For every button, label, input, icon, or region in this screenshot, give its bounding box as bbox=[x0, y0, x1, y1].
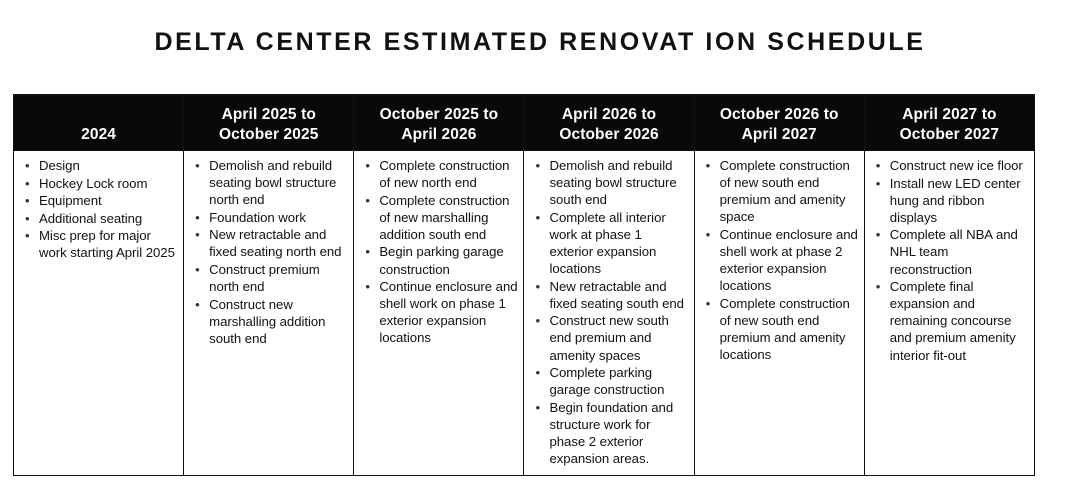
column-header-april-2027-october-2027 bbox=[864, 95, 1034, 151]
bullet-icon: • bbox=[705, 226, 711, 242]
bullet-icon: • bbox=[25, 228, 30, 244]
task-list bbox=[360, 157, 518, 347]
bullet-icon: • bbox=[195, 209, 200, 225]
task-list-item-label: Complete construction of new south end premium and amenity locations bbox=[719, 295, 850, 363]
task-list-item bbox=[530, 209, 688, 277]
task-list-item-label: Demolish and rebuild seating bowl structure north end bbox=[209, 158, 337, 208]
task-list-item bbox=[871, 175, 1029, 226]
column-header-october-2025-april-2026 bbox=[354, 95, 524, 151]
bullet-icon: • bbox=[25, 158, 30, 173]
column-header-line: April 2025 to bbox=[221, 106, 316, 124]
task-list-item-label: Complete all interior work at phase 1 exterior expansion locations bbox=[549, 209, 666, 277]
task-list-item bbox=[360, 192, 518, 243]
task-list-item bbox=[360, 278, 518, 346]
task-list-item-label: Complete construction of new marshalling addition south end bbox=[379, 192, 510, 242]
task-list-item-label: Demolish and rebuild seating bowl structure south end bbox=[549, 158, 677, 208]
table-cell-2024 bbox=[14, 151, 184, 476]
bullet-icon: • bbox=[705, 295, 711, 311]
column-header-line: October 2026 to bbox=[719, 106, 839, 124]
task-list-item-label: Complete all NBA and NHL team reconstruction bbox=[889, 227, 1018, 277]
task-list-item bbox=[701, 226, 859, 294]
task-list-item-label: Complete construction of new north end bbox=[379, 158, 510, 191]
task-list-item bbox=[360, 157, 518, 191]
bullet-icon: • bbox=[25, 193, 30, 209]
column-header-line: October 2025 to bbox=[379, 106, 499, 124]
page-title: DELTA CENTER ESTIMATED RENOVAT ION SCHEDULE bbox=[154, 28, 926, 56]
task-list-item bbox=[871, 226, 1029, 277]
column-header-line: April 2026 to bbox=[561, 106, 657, 124]
column-header-line: October 2027 bbox=[899, 126, 1000, 144]
task-list-item-label: Construct premium north end bbox=[209, 262, 320, 295]
task-list-item-label: Begin parking garage construction bbox=[379, 244, 504, 277]
table-header-row-group bbox=[14, 95, 1035, 151]
bullet-icon: • bbox=[195, 158, 200, 173]
task-list-item-label: Foundation work bbox=[209, 209, 306, 225]
column-header-line: 2024 bbox=[81, 126, 117, 144]
task-list-item bbox=[530, 364, 688, 398]
column-header-october-2026-april-2027 bbox=[694, 95, 864, 151]
task-list-item-label: Construct new marshalling addition south end bbox=[209, 296, 326, 346]
task-list-item-label: Construct new ice floor bbox=[889, 158, 1023, 173]
bullet-icon: • bbox=[875, 227, 881, 243]
task-list-item bbox=[530, 399, 688, 467]
task-list bbox=[190, 157, 348, 347]
task-list-item-label: Hockey Lock room bbox=[39, 175, 148, 191]
table-cell-october-2025-april-2026 bbox=[354, 151, 524, 476]
column-header-line: October 2025 bbox=[219, 126, 319, 144]
bullet-icon: • bbox=[195, 227, 200, 243]
task-list-item-label: New retractable and fixed seating north end bbox=[209, 227, 342, 260]
column-header-april-2026-october-2026 bbox=[524, 95, 694, 151]
bullet-icon: • bbox=[195, 262, 200, 278]
task-list-item bbox=[190, 226, 348, 260]
task-list-item bbox=[20, 157, 178, 174]
task-list-item bbox=[530, 312, 688, 363]
task-list-item-label: Additional seating bbox=[39, 210, 143, 226]
bullet-icon: • bbox=[25, 210, 30, 226]
task-list bbox=[701, 157, 859, 363]
table-cell-april-2025-october-2025 bbox=[184, 151, 354, 476]
task-list-item bbox=[20, 227, 178, 261]
table-cell-october-2026-april-2027 bbox=[694, 151, 864, 476]
task-list-item-label: Continue enclosure and shell work on phase 1 exterior expansion locations bbox=[379, 279, 518, 346]
task-list-item bbox=[190, 157, 348, 208]
bullet-icon: • bbox=[535, 313, 541, 329]
bullet-icon: • bbox=[875, 279, 881, 295]
task-list-item-label: New retractable and fixed seating south end bbox=[549, 278, 684, 311]
task-list-item-label: Complete final expansion and remaining concourse and premium amenity interior fit-out bbox=[889, 279, 1016, 363]
bullet-icon: • bbox=[535, 399, 541, 415]
bullet-icon: • bbox=[535, 365, 541, 381]
table-cell-april-2026-october-2026 bbox=[524, 151, 694, 476]
task-list bbox=[530, 157, 688, 467]
task-list-item-label: Install new LED center hung and ribbon displays bbox=[889, 175, 1021, 225]
task-list-item bbox=[190, 209, 348, 226]
task-list-item-label: Equipment bbox=[39, 193, 102, 209]
bullet-icon: • bbox=[535, 158, 541, 173]
task-list-item bbox=[20, 210, 178, 227]
table-cell-april-2027-october-2027 bbox=[864, 151, 1034, 476]
task-list-item bbox=[190, 296, 348, 347]
task-list-item bbox=[871, 157, 1029, 174]
task-list-item-label: Design bbox=[39, 158, 80, 173]
bullet-icon: • bbox=[365, 158, 370, 173]
task-list-item-label: Misc prep for major work starting April 2025 bbox=[39, 228, 175, 261]
task-list-item-label: Continue enclosure and shell work at phase 2 exterior expansion locations bbox=[719, 226, 858, 294]
bullet-icon: • bbox=[25, 175, 30, 191]
task-list-item-label: Complete parking garage construction bbox=[549, 365, 665, 398]
task-list-item-label: Complete construction of new south end premium and amenity space bbox=[719, 158, 850, 225]
column-header-line: April 2027 to bbox=[902, 106, 997, 124]
column-header-2024 bbox=[14, 95, 184, 151]
bullet-icon: • bbox=[365, 244, 370, 260]
task-list-item bbox=[871, 278, 1029, 363]
task-list-item bbox=[701, 157, 859, 225]
task-list-item bbox=[190, 261, 348, 295]
column-header-line: April 2027 bbox=[741, 126, 817, 144]
task-list bbox=[871, 157, 1029, 364]
bullet-icon: • bbox=[705, 158, 711, 173]
task-list-item bbox=[701, 295, 859, 363]
bullet-icon: • bbox=[365, 279, 370, 295]
bullet-icon: • bbox=[365, 192, 370, 208]
bullet-icon: • bbox=[535, 209, 541, 225]
bullet-icon: • bbox=[535, 278, 541, 294]
task-list-item bbox=[530, 157, 688, 208]
table-header-row bbox=[14, 95, 1035, 151]
task-list-item bbox=[530, 278, 688, 312]
bullet-icon: • bbox=[195, 296, 200, 312]
task-list bbox=[20, 157, 178, 262]
task-list-item bbox=[20, 175, 178, 192]
bullet-icon: • bbox=[875, 158, 881, 173]
renovation-schedule-table bbox=[13, 94, 1035, 476]
task-list-item bbox=[360, 243, 518, 277]
task-list-item bbox=[20, 192, 178, 209]
task-list-item-label: Begin foundation and structure work for phase 2 exterior expansion areas. bbox=[549, 399, 674, 467]
bullet-icon: • bbox=[875, 175, 881, 191]
table-row bbox=[14, 151, 1035, 476]
table-body bbox=[14, 151, 1035, 476]
task-list-item-label: Construct new south end premium and amenity spaces bbox=[549, 313, 669, 363]
column-header-line: October 2026 bbox=[559, 126, 659, 144]
column-header-line: April 2026 bbox=[401, 126, 477, 144]
column-header-april-2025-october-2025 bbox=[184, 95, 354, 151]
